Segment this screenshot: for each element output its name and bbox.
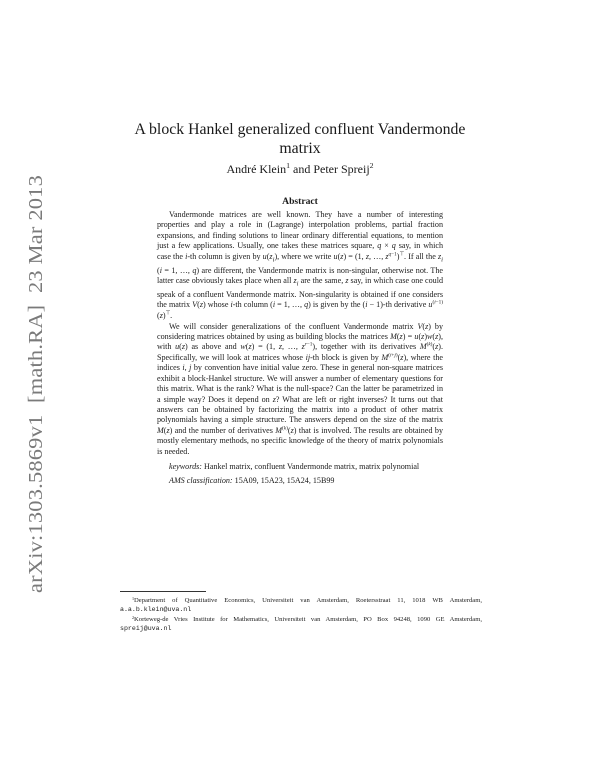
- ams-classification-codes: 15A09, 15A23, 15A24, 15B99: [232, 476, 335, 486]
- author-1-footnote-mark: 1: [286, 161, 290, 170]
- footnote-rule: [120, 591, 206, 592]
- keywords-text: Hankel matrix, confluent Vandermonde matrix, matrix polynomial: [201, 461, 420, 471]
- author-2: Peter Spreij: [313, 162, 370, 176]
- paper-title: [120, 120, 480, 158]
- footnote-1-email[interactable]: a.a.b.klein@uva.nl: [120, 606, 192, 614]
- footnote-2-email[interactable]: spreij@uva.nl: [120, 624, 172, 632]
- footnotes: [120, 596, 482, 633]
- footnote-1-text: Department of Quantitative Economics, Universiteit van Amsterdam, Roetersstraat 11, 1018 WB Amsterdam,: [134, 597, 482, 604]
- abstract-body: [157, 210, 443, 487]
- abstract-paragraph-1: Vandermonde matrices are well known. They have a number of interesting properties and play a role in (Lagrange) interpolation problems, partial fraction expansions, and finding solutions to linear ordinary differential equations, to mention just a few applications. Usually, one takes these matrices square, q × q say, in which case the i-th column is given by $u(z_i)$, where we write u(z) = (1, z, …, $z^{q-1})^⊤$. If all the $z_i$ (i = 1, …, q) are different, the Vandermonde matrix is non-singular, otherwise not. The latter case obviously takes place when all $z_i$ are the same, z say, in which case one could speak of a confluent Vandermonde matrix. Non-singularity is obtained if one considers the matrix V(z) whose i-th column (i = 1, …, q) is given by the (i − 1)-th derivative $u^{(i-1)}(z)^⊤$.: [157, 210, 443, 320]
- keywords: [157, 462, 443, 472]
- author-1: André Klein: [226, 162, 287, 176]
- title-line-2: matrix: [279, 140, 321, 157]
- footnote-2: [120, 615, 482, 634]
- footnote-1-mark: 1: [132, 595, 135, 601]
- author-separator: and: [290, 162, 314, 176]
- footnote-2-mark: 2: [132, 614, 135, 620]
- keywords-label: keywords:: [169, 461, 202, 471]
- footnote-2-text: Korteweg-de Vries Institute for Mathematics, Universiteit van Amsterdam, PO Box 94248, 1090 GE Amsterdam,: [134, 615, 482, 623]
- ams-classification-label: AMS classification:: [169, 476, 233, 486]
- authors: [120, 162, 480, 177]
- abstract-heading: Abstract: [282, 196, 318, 207]
- arxiv-stamp: [16, 175, 50, 595]
- footnote-1: [120, 596, 482, 615]
- author-2-footnote-mark: 2: [369, 161, 374, 170]
- arxiv-id: arXiv:1303.5869v1 [math.RA] 23 Mar 2013: [25, 210, 47, 593]
- title-line-1: A block Hankel generalized confluent Vandermonde: [134, 121, 466, 138]
- ams-classification: [157, 476, 443, 486]
- abstract-paragraph-2: We will consider generalizations of the confluent Vandermonde matrix V(z) by considering matrices obtained by using as building blocks the matrices M(z) = u(z)w(z), with u(z) as above and w(z) = (1, z, …, $z^{r-1}$), together with its derivatives $M^{(k)}(z)$. Specifically, we will look at matrices whose ij-th block is given by $M^{(i+j)}(z)$, where the indices i, j by convention have initial value zero. These in general non-square matrices exhibit a block-Hankel structure. We will answer a number of elementary questions for this matrix. What is the rank? What is the null-space? Can the latter be parametrized in a simple way? Does it depend on z? What are left or right inverses? It turns out that answers can be obtained by factorizing the matrix into a product of other matrix polynomials having a simple structure. The answers depend on the size of the matrix M(z) and the number of derivatives $M^{(k)}(z)$ that is involved. The results are obtained by mostly elementary methods, no specific knowledge of the theory of matrix polynomials is needed.: [157, 321, 444, 456]
